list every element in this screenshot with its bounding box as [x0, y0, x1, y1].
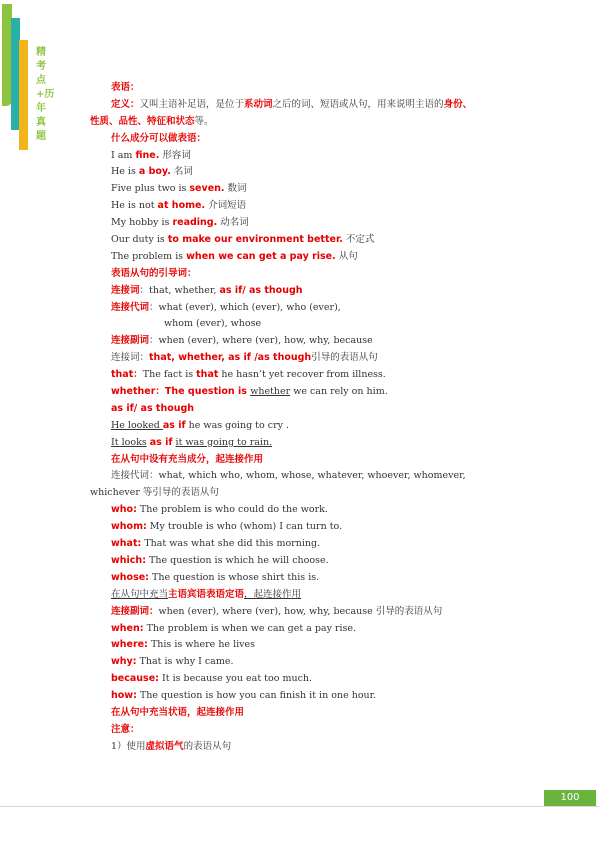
- body-text: The fact is: [142, 369, 197, 381]
- highlight-text: why:: [111, 656, 137, 668]
- text-line: [90, 722, 520, 739]
- highlight-text: who:: [111, 504, 137, 516]
- text-line: [90, 452, 520, 469]
- body-text: Our duty is: [111, 234, 168, 246]
- body-text: 形容词: [159, 149, 191, 161]
- text-line: [90, 654, 520, 671]
- highlight-text: 表语从句的引导词：: [111, 267, 197, 279]
- highlight-text: fine.: [135, 149, 160, 161]
- body-text: That was what she did this morning.: [141, 538, 321, 550]
- text-line: [90, 333, 520, 350]
- body-text: The problem is: [111, 250, 187, 262]
- text-line: [90, 587, 520, 604]
- text-line: [90, 350, 520, 367]
- body-text: 介词短语: [205, 200, 247, 212]
- highlight-text: whose:: [111, 571, 149, 583]
- body-text: 名词: [170, 166, 193, 178]
- text-line: [90, 249, 520, 266]
- text-line: [90, 300, 520, 317]
- highlight-text: 在从句中设有充当成分，起连接作用: [111, 453, 264, 465]
- body-text: The problem is when we can get a pay rise.: [143, 622, 357, 634]
- body-text: He looked: [111, 419, 163, 431]
- highlight-text: 连接词: [111, 284, 140, 296]
- body-text: My trouble is who (whom) I can turn to.: [146, 521, 343, 533]
- body-text: 数词: [224, 183, 247, 195]
- text-line: [90, 739, 520, 756]
- text-line: [90, 181, 520, 198]
- text-line: [90, 384, 520, 401]
- text-line: [90, 97, 520, 114]
- body-text: I am: [111, 149, 136, 161]
- highlight-text: 什么成分可以做表语：: [111, 132, 207, 144]
- highlight-text: 表语：: [111, 82, 140, 93]
- body-text: it was going to rain.: [175, 436, 273, 448]
- body-text: ：when (ever), where (ver), how, why, because: [149, 335, 373, 347]
- highlight-text: 性质、品性、特征和状态: [90, 115, 195, 127]
- text-line: [90, 688, 520, 705]
- body-text: Five plus two is: [111, 183, 190, 195]
- highlight-text: that：: [111, 369, 143, 381]
- highlight-text: seven.: [189, 183, 225, 195]
- body-text: ，起连接作用: [244, 588, 302, 600]
- highlight-text: 连接副词: [111, 335, 150, 347]
- highlight-text: how:: [111, 690, 137, 702]
- body-text: we can rely on him.: [290, 386, 388, 398]
- highlight-text: to make our environment better.: [167, 234, 343, 246]
- highlight-text: 主语宾语表语定语: [168, 588, 245, 600]
- highlight-text: 身份、: [443, 98, 473, 110]
- side-title: 精考点+历年真题: [36, 47, 55, 142]
- body-text: 连接词：: [111, 352, 150, 364]
- highlight-text: at home.: [157, 200, 206, 212]
- text-line: [90, 435, 520, 452]
- highlight-text: 在从句中充当状语，起连接作用: [111, 706, 245, 718]
- text-line: [90, 468, 520, 485]
- highlight-text: as if: [149, 436, 173, 448]
- body-text: 1）使用: [111, 740, 146, 752]
- body-text: The question is which he will choose.: [146, 554, 329, 566]
- highlight-text: 连接副词：: [111, 605, 159, 617]
- text-line: [90, 131, 520, 148]
- highlight-text: what:: [111, 538, 142, 550]
- body-text: whether: [250, 386, 291, 398]
- body-text: whichever 等引导的表语从句: [90, 487, 219, 499]
- body-text: he was going to cry .: [185, 419, 290, 431]
- body-text: 引导的表语从句: [311, 352, 378, 364]
- highlight-text: which:: [111, 554, 146, 566]
- highlight-text: that: [196, 369, 219, 381]
- body-text: when (ever), where (ver), how, why, because 引导的表语从句: [158, 605, 443, 617]
- page-number: 100: [544, 790, 596, 806]
- text-line: [90, 637, 520, 654]
- text-line: [90, 266, 520, 283]
- body-text: 等。: [194, 115, 214, 127]
- body-text: whom (ever), whose: [164, 318, 262, 330]
- text-line: [90, 164, 520, 181]
- body-text: My hobby is: [111, 217, 173, 229]
- body-text: 在从句中充当: [111, 588, 169, 600]
- highlight-text: as if/ as though: [219, 284, 303, 296]
- text-line: [90, 705, 520, 722]
- body-text: he hasn’t yet recover from illness.: [218, 369, 386, 381]
- body-text: It looks: [111, 436, 147, 448]
- text-line: [90, 604, 520, 621]
- body-text: 连接代词：what, which who, whom, whose, whatever, whoever, whomever,: [111, 470, 466, 482]
- body-text: 又叫主语补足语，是位于: [139, 98, 245, 110]
- body-text: The problem is who could do the work.: [136, 504, 328, 516]
- body-text: 从句: [335, 250, 358, 262]
- body-text: He is not: [111, 200, 158, 212]
- highlight-text: a boy.: [138, 166, 171, 178]
- body-text: 动名词: [217, 217, 249, 229]
- text-line: [90, 536, 520, 553]
- body-text: It is because you eat too much.: [158, 673, 313, 685]
- body-text: 之后的词、短语或从句，用来说明主语的: [272, 98, 444, 110]
- text-line: [90, 401, 520, 418]
- text-line: [90, 198, 520, 215]
- body-text: This is where he lives: [147, 639, 256, 651]
- body-text: ：what (ever), which (ever), who (ever),: [149, 301, 341, 313]
- text-line: [90, 621, 520, 638]
- text-line: [90, 215, 520, 232]
- highlight-text: where:: [111, 639, 148, 651]
- body-text: ：that, whether,: [139, 284, 220, 296]
- text-line: [90, 232, 520, 249]
- body-text: 的表语从句: [183, 740, 232, 752]
- text-line: [90, 114, 520, 131]
- text-line: [90, 367, 520, 384]
- body-text: That is why I came.: [136, 656, 234, 668]
- highlight-text: 定义：: [111, 98, 140, 110]
- text-line: [90, 570, 520, 587]
- body-text: He is: [111, 166, 139, 178]
- highlight-text: as if/ as though: [111, 402, 195, 414]
- text-line: [90, 418, 520, 435]
- body-text: The question is how you can finish it in one hour.: [136, 690, 377, 702]
- text-line: [90, 671, 520, 688]
- text-line: [90, 519, 520, 536]
- footer-divider: [0, 806, 599, 807]
- yellow-decor-bar: [19, 40, 28, 150]
- highlight-text: reading.: [172, 217, 218, 229]
- highlight-text: whom:: [111, 521, 147, 533]
- highlight-text: when we can get a pay rise.: [186, 250, 336, 262]
- text-line: [90, 502, 520, 519]
- highlight-text: when:: [111, 622, 144, 634]
- body-text: The question is whose shirt this is.: [148, 571, 320, 583]
- text-line: [90, 80, 520, 97]
- text-line: [90, 485, 520, 502]
- text-line: [90, 553, 520, 570]
- highlight-text: because:: [111, 673, 159, 685]
- text-line: [90, 316, 520, 333]
- highlight-text: 连接代词: [111, 301, 150, 313]
- highlight-text: that, whether, as if /as though: [149, 352, 312, 364]
- highlight-text: 虚拟语气: [145, 740, 184, 752]
- document-body: [90, 80, 520, 756]
- highlight-text: 注意：: [111, 723, 140, 735]
- highlight-text: whether：The question is: [111, 386, 251, 398]
- text-line: [90, 148, 520, 165]
- highlight-text: as if: [162, 419, 186, 431]
- highlight-text: 系动词: [244, 98, 273, 110]
- text-line: [90, 283, 520, 300]
- body-text: 不定式: [342, 234, 375, 246]
